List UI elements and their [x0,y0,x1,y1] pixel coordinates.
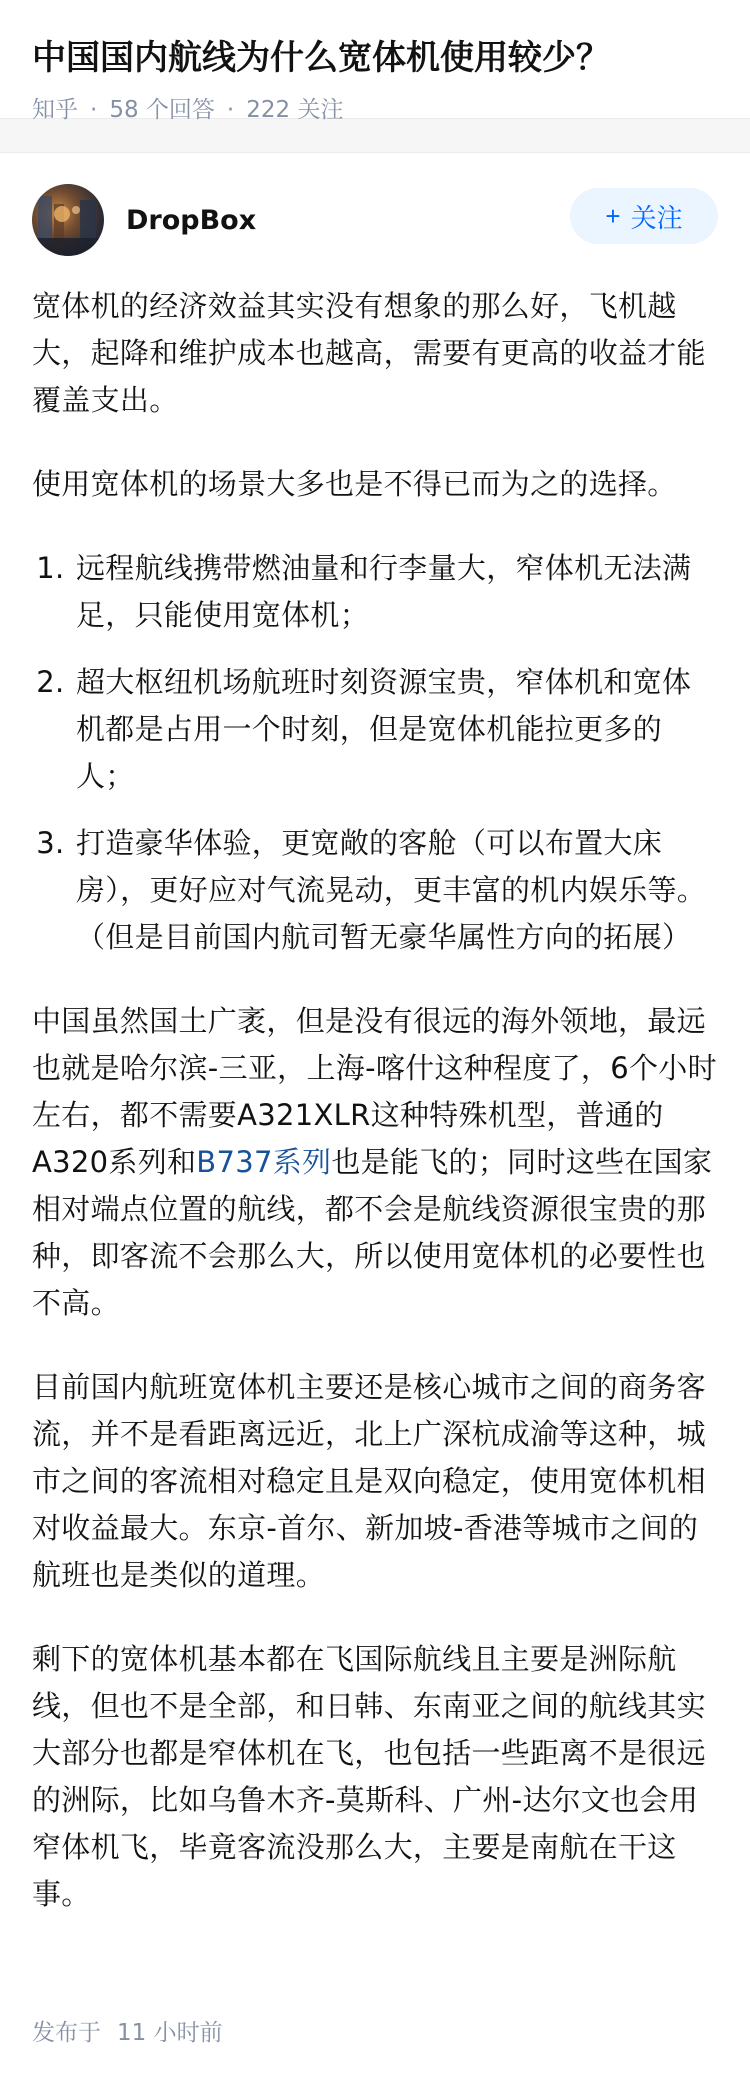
plus-icon: + [605,200,621,231]
answer-content [32,283,718,1918]
author-row [32,183,718,257]
meta-separator: · [90,97,98,123]
question-header [0,0,750,123]
answer-paragraph: 剩下的宽体机基本都在飞国际航线且主要是洲际航线，但也不是全部，和日韩、东南亚之间的航线其实大部分也都是窄体机在飞，也包括一些距离不是很远的洲际，比如乌鲁木齐-莫斯科、广州-达尔文也会用窄体机飞，毕竟客流没那么大，主要是南航在干这事。 [32,1642,706,1911]
answer-list [32,545,718,961]
publish-info [32,2014,223,2047]
avatar[interactable] [32,184,104,256]
avatar-image [32,184,104,256]
paragraph-text: 也是能飞的；同时这些在国家相对端点位置的航线，都不会是航线资源很宝贵的那种，即客流不会那么大，所以使用宽体机的必要性也不高。 [32,1145,713,1320]
followers-label[interactable]: 关注 [297,97,344,123]
answer-paragraph [32,998,718,1327]
answers-label[interactable]: 个回答 [145,97,215,123]
followers-count[interactable]: 222 [246,97,291,123]
published-label: 发布于 [32,2020,101,2046]
answers-count[interactable]: 58 [109,97,139,123]
answer-paragraph: 宽体机的经济效益其实没有想象的那么好，飞机越大，起降和维护成本也越高，需要有更高的收益才能覆盖支出。 [32,289,706,417]
follow-label: 关注 [630,202,683,233]
list-item: 1. 远程航线携带燃油量和行李量大，窄体机无法满足，只能使用宽体机； [74,545,718,639]
answer-paragraph: 使用宽体机的场景大多也是不得已而为之的选择。 [32,467,677,501]
follow-button[interactable] [570,188,718,244]
source-label[interactable]: 知乎 [32,97,78,123]
paragraph-text: 中国虽然国土广袤，但是没有很远的海外领地，最远也就是哈尔滨-三亚，上海-喀什这种程度了，6个小时左右，都不需要A321XLR这种特殊机型，普通的A320系列和 [32,1004,717,1179]
list-item: 3. 打造豪华体验，更宽敞的客舱（可以布置大床房），更好应对气流晃动，更丰富的机内娱乐等。 （但是目前国内航司暂无豪华属性方向的拓展） [74,820,718,961]
question-title[interactable]: 中国国内航线为什么宽体机使用较少？ [32,38,610,78]
meta-separator: · [226,97,235,123]
answer-paragraph: 目前国内航班宽体机主要还是核心城市之间的商务客流，并不是看距离远近，北上广深杭成渝等这种，城市之间的客流相对稳定且是双向稳定，使用宽体机相对收益最大。东京-首尔、新加坡-香港等城市之间的航班也是类似的道理。 [32,1370,706,1592]
author-name[interactable]: DropBox [126,204,257,236]
list-item: 2. 超大枢纽机场航班时刻资源宝贵，窄体机和宽体机都是占用一个时刻，但是宽体机能拉更多的人； [74,659,718,800]
published-time: 11 小时前 [117,2020,223,2046]
b737-link[interactable]: B737系列 [196,1145,332,1179]
